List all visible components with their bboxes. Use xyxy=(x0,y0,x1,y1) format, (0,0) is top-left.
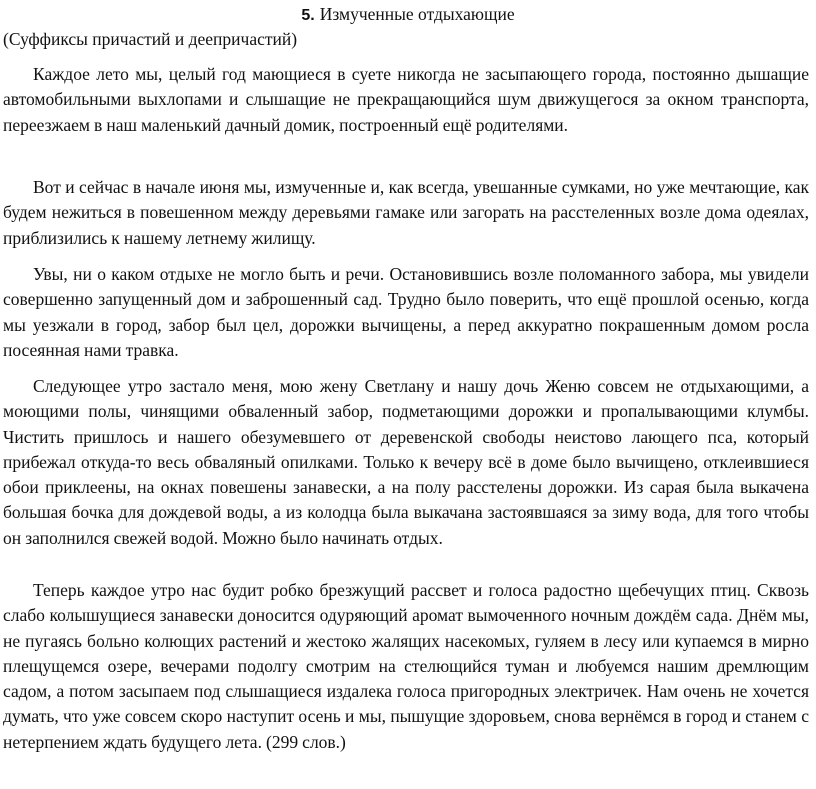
paragraph-5: Теперь каждое утро нас будит робко брезжущий рассвет и голоса радостно щебечущих птиц. Сквозь слабо колышущиеся занавески доносится одуряющий аромат вымоченного ночным дождём сада. Днём мы, не пугаясь больно колющих растений и жестоко жалящих насекомых, гуляем в лесу или купаемся в мирно плещущемся озере, вечерами подолгу смотрим на стелющийся туман и любуемся нашим дремлющим садом, а потом засыпаем под слышащиеся издалека голоса пригородных электричек. Нам очень не хочется думать, что уже совсем скоро наступит осень и мы, пышущие здоровьем, снова вернёмся в город и станем с нетерпением ждать будущего лета. (299 слов.) xyxy=(3,580,809,752)
paragraph-4: Следующее утро застало меня, мою жену Светлану и нашу дочь Женю совсем не отдыхающими, а моющими полы, чинящими обваленный забор, подметающими дорожки и пропалывающими клумбы. Чистить пришлось и нашего обезумевшего от деревенской свободы неистово лающего пса, который прибежал откуда-то весь обваляный опилками. Только к вечеру всё в доме было вычищено, отклеившиеся обои приклеены, на окнах повешены занавески, а на полу расстелены дорожки. Из сарая была выкачена большая бочка для дождевой воды, а из колодца была выкачана застоявшаяся за зиму вода, для того чтобы он заполнился свежей водой. Можно было начинать отдых. xyxy=(3,376,809,548)
paragraph-3: Увы, ни о каком отдыхе не могло быть и речи. Остановившись возле поломанного забора, мы увидели совершенно запущенный дом и заброшенный сад. Трудно было поверить, что ещё прошлой осенью, когда мы уезжали в город, забор был цел, дорожки вычищены, а перед аккуратно покрашенным домом росла посеянная нами травка. xyxy=(3,264,809,360)
paragraph-2: Вот и сейчас в начале июня мы, измученные и, как всегда, увешанные сумками, но уже мечтающие, как будем нежиться в повешенном между деревьями гамаке или загорать на расстеленных возле дома одеялах, приблизились к нашему летнему жилищу. xyxy=(3,177,809,248)
exercise-title-text: Измученные отдыхающие xyxy=(319,4,515,24)
paragraph-1: Каждое лето мы, целый год мающиеся в суете никогда не засыпающего города, постоянно дышащие автомобильными выхлопами и слышащие не прекращающийся шум движущегося за окном транспорта, переезжаем в наш маленький дачный домик, построенный ещё родителями. xyxy=(3,64,809,135)
exercise-subtitle: (Суффиксы причастий и деепричастий) xyxy=(3,29,298,49)
exercise-title xyxy=(0,4,816,26)
exercise-number: 5. xyxy=(301,7,315,24)
